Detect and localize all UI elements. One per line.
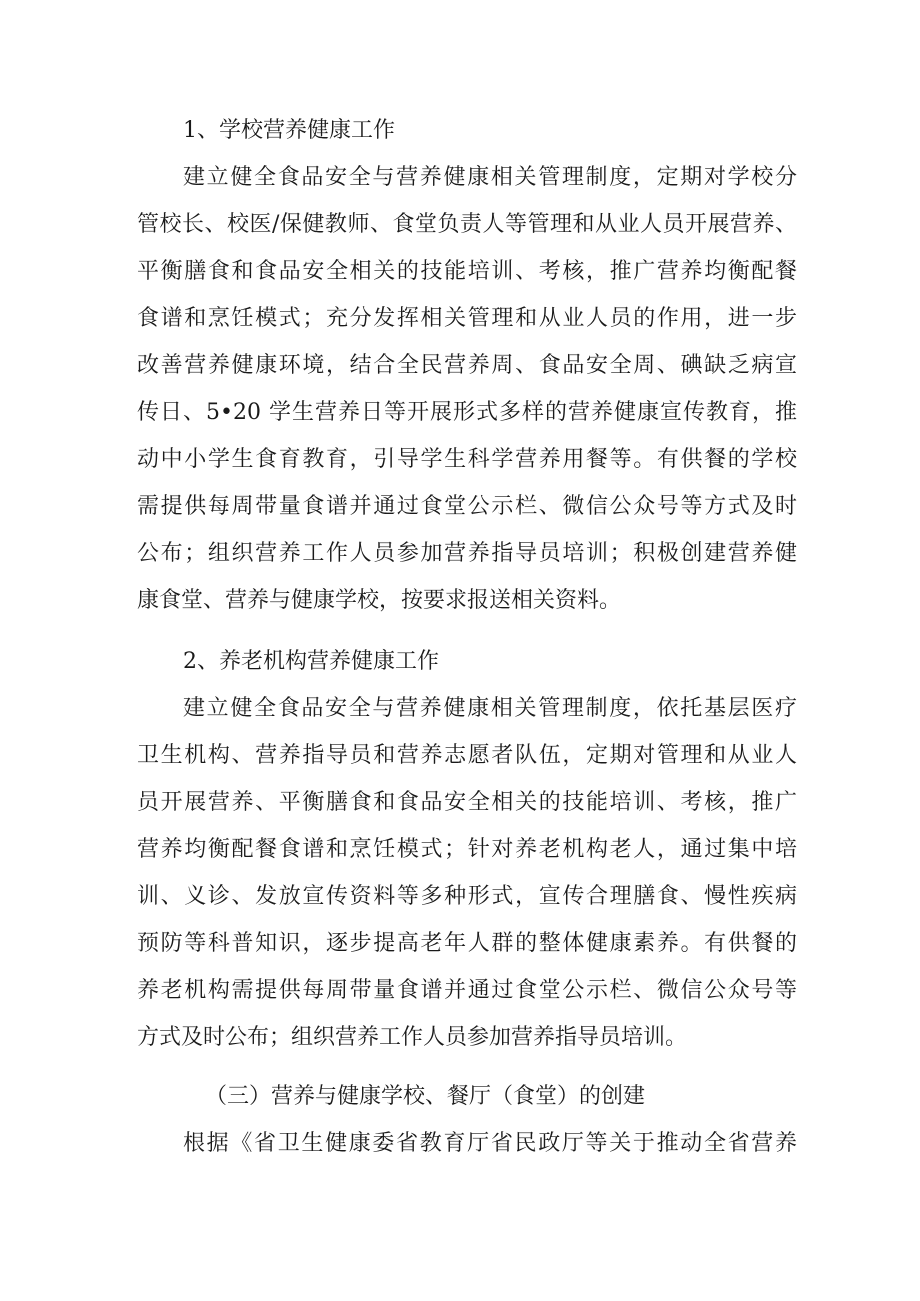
paragraph-line: 训、义诊、发放宣传资料等多种形式，宣传合理膳食、慢性疾病: [137, 884, 797, 909]
paragraph-line: 食谱和烹饪模式；充分发挥相关管理和从业人员的作用，进一步: [137, 306, 797, 331]
paragraph-line: 传日、5•20 学生营养日等开展形式多样的营养健康宣传教育，推: [137, 400, 797, 425]
paragraph-line: 需提供每周带量食谱并通过食堂公示栏、微信公众号等方式及时: [137, 494, 797, 519]
paragraph-line: 建立健全食品安全与营养健康相关管理制度，依托基层医疗: [183, 696, 797, 721]
section-heading-elderly-care: 2、养老机构营养健康工作: [183, 649, 439, 674]
paragraph-line: 平衡膳食和食品安全相关的技能培训、考核，推广营养均衡配餐: [137, 259, 797, 284]
paragraph-line: 改善营养健康环境，结合全民营养周、食品安全周、碘缺乏病宣: [137, 353, 797, 378]
paragraph-line: 员开展营养、平衡膳食和食品安全相关的技能培训、考核，推广: [137, 790, 797, 815]
paragraph-line: 管校长、校医/保健教师、食堂负责人等管理和从业人员开展营养、: [137, 212, 797, 237]
paragraph-line: 卫生机构、营养指导员和营养志愿者队伍，定期对管理和从业人: [137, 743, 797, 768]
paragraph-line: 建立健全食品安全与营养健康相关管理制度，定期对学校分: [183, 165, 797, 190]
paragraph-line: 预防等科普知识，逐步提高老年人群的整体健康素养。有供餐的: [137, 931, 797, 956]
paragraph-line: 动中小学生食育教育，引导学生科学营养用餐等。有供餐的学校: [137, 447, 797, 472]
paragraph-line: 营养均衡配餐食谱和烹饪模式；针对养老机构老人，通过集中培: [137, 837, 797, 862]
paragraph-line: 养老机构需提供每周带量食谱并通过食堂公示栏、微信公众号等: [137, 978, 797, 1003]
paragraph-line: 方式及时公布；组织营养工作人员参加营养指导员培训。: [137, 1025, 688, 1050]
paragraph-line: 根据《省卫生健康委省教育厅省民政厅等关于推动全省营养: [183, 1131, 797, 1156]
section-heading-creation: （三）营养与健康学校、餐厅（食堂）的创建: [205, 1084, 646, 1109]
section-heading-school: 1、学校营养健康工作: [183, 118, 395, 143]
paragraph-line: 公布；组织营养工作人员参加营养指导员培训；积极创建营养健: [137, 541, 797, 566]
paragraph-line: 康食堂、营养与健康学校，按要求报送相关资料。: [137, 588, 622, 613]
